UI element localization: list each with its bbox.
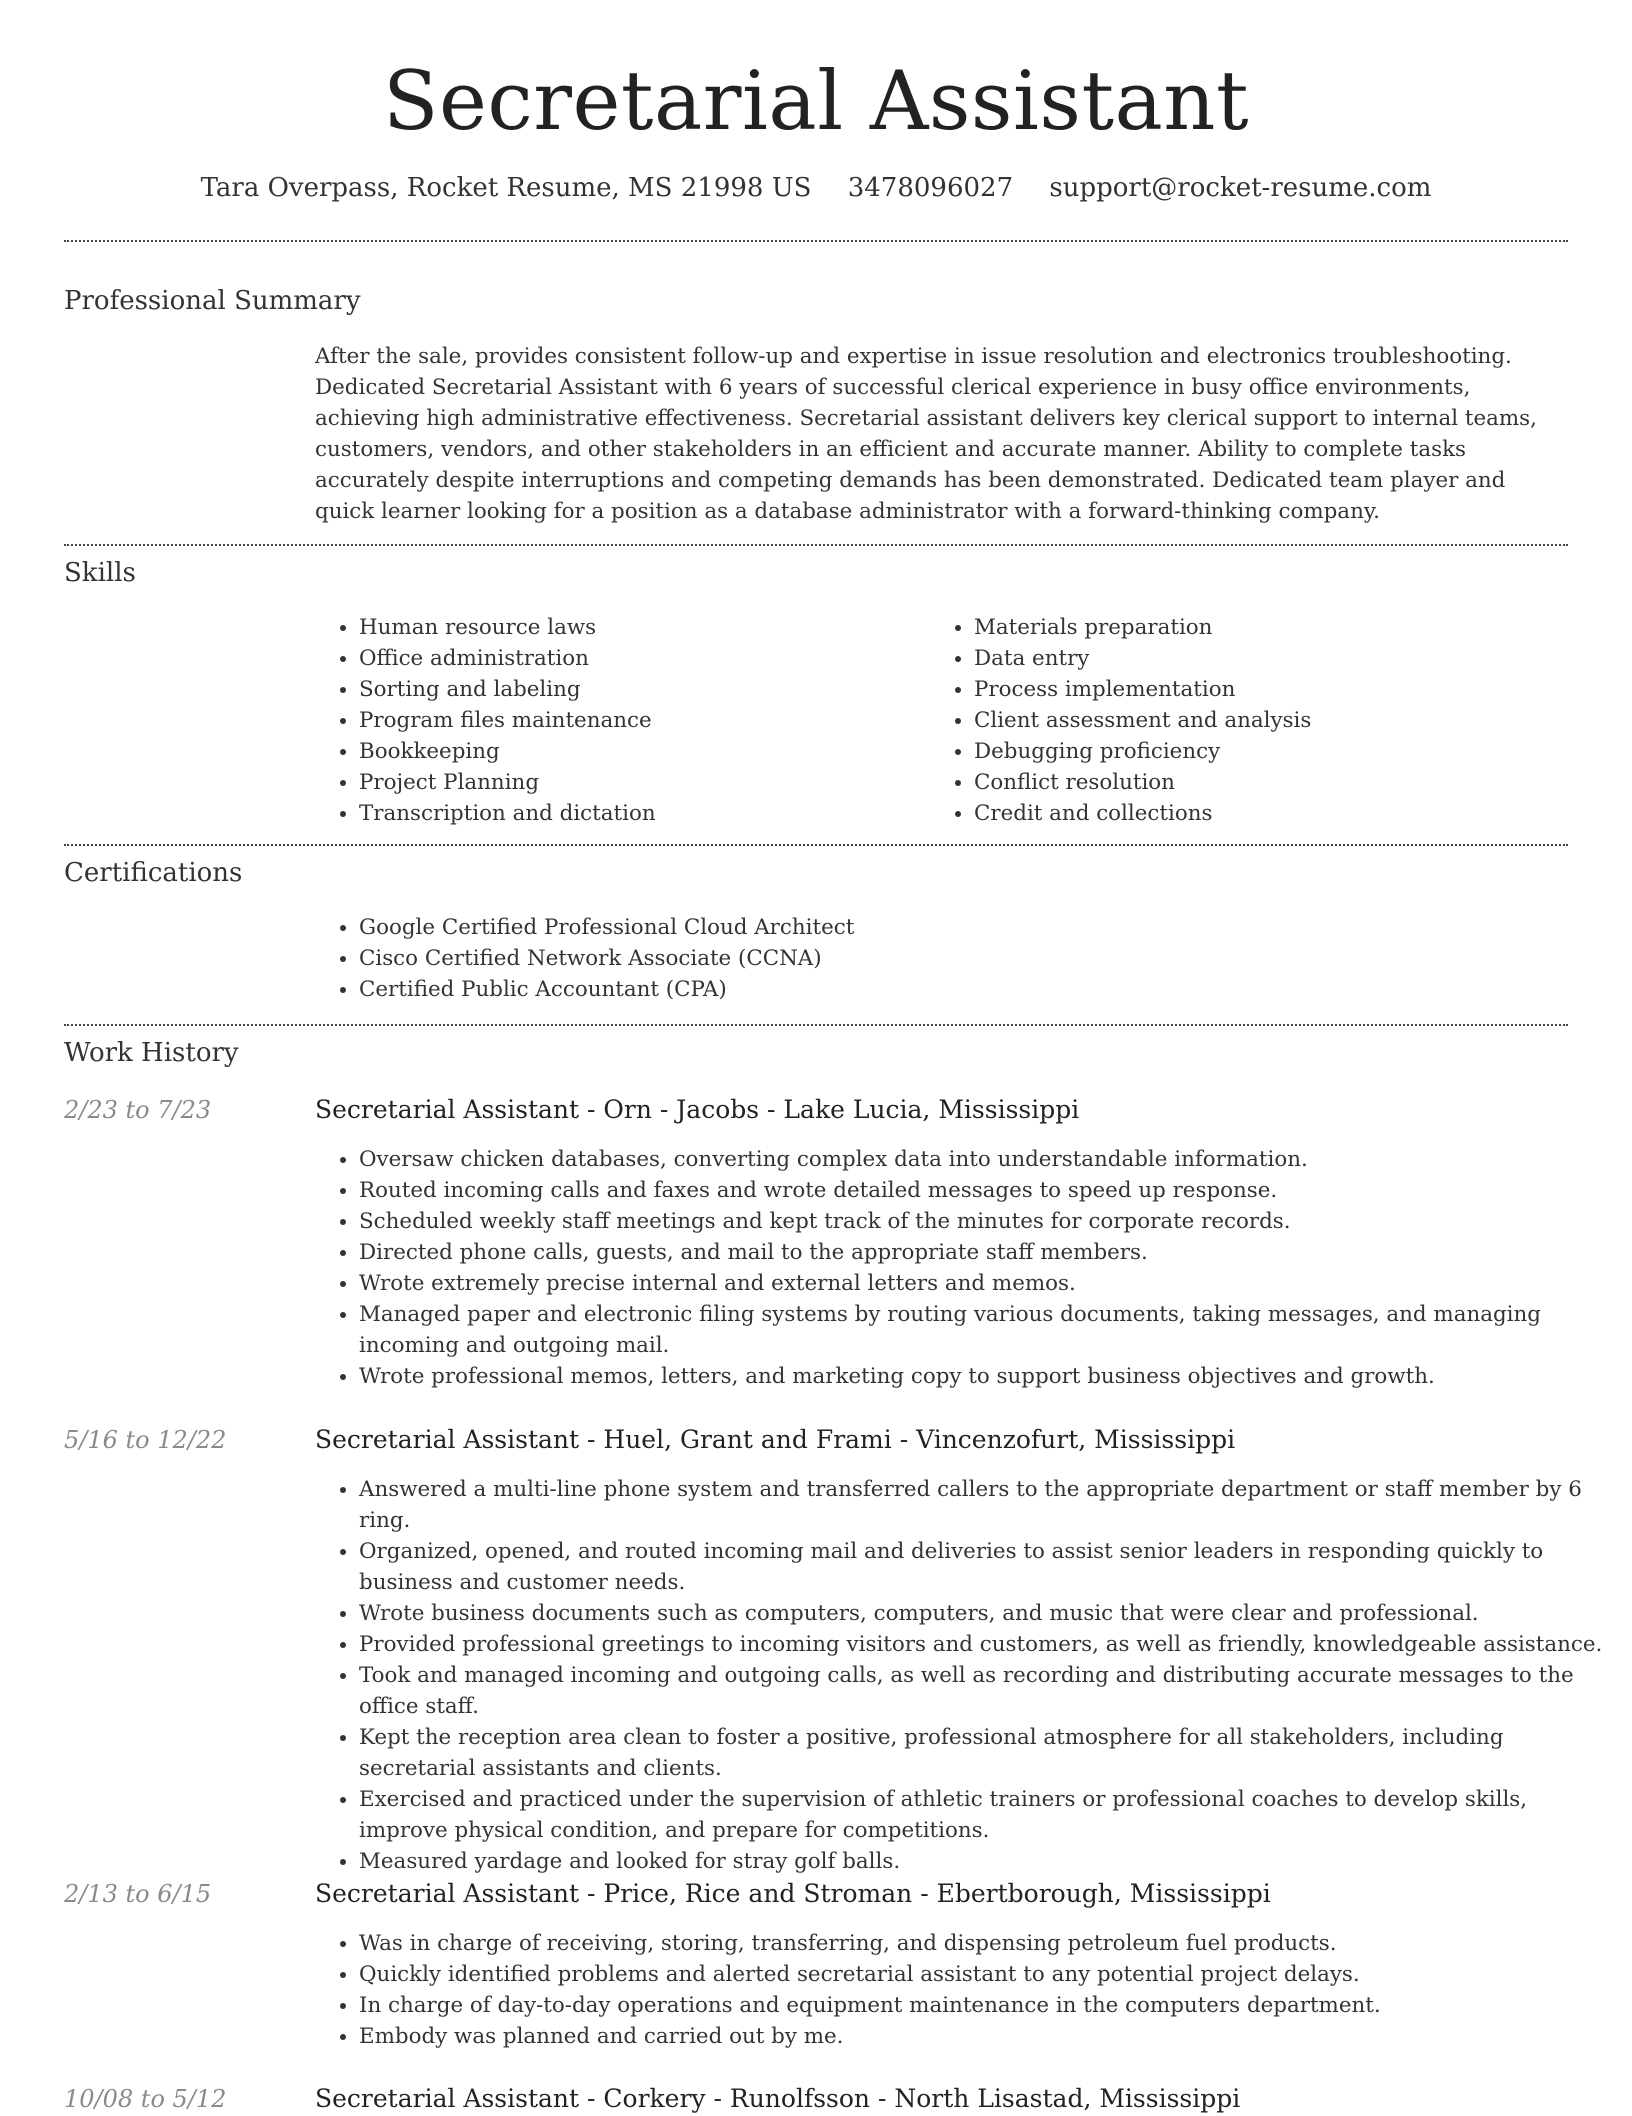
list-item: • Took and managed incoming and outgoing calls, as well as recording and distributing accurate messages to the office staff. xyxy=(359,1660,1611,1722)
list-item: • Human resource laws xyxy=(359,612,919,643)
list-item: • Managed paper and electronic filing systems by routing various documents, taking messages, and managing incoming and outgoing mail. xyxy=(359,1299,1611,1361)
list-item: • Quickly identified problems and alerted secretarial assistant to any potential project delays. xyxy=(359,1959,1611,1990)
list-item: • Measured yardage and looked for stray golf balls. xyxy=(359,1846,1611,1877)
list-item: • Debugging proficiency xyxy=(974,736,1594,767)
list-item: • Certified Public Accountant (CPA) xyxy=(359,974,1611,1005)
job-title: Secretarial Assistant - Orn - Jacobs - Lake Lucia, Mississippi xyxy=(315,1095,1080,1124)
skills-list-right xyxy=(930,612,1594,829)
job-bullets xyxy=(315,1144,1611,1392)
contact-address: Tara Overpass, Rocket Resume, MS 21998 US xyxy=(200,173,812,203)
list-item: • Exercised and practiced under the supervision of athletic trainers or professional coaches to develop skills, improve physical condition, and prepare for competitions. xyxy=(359,1784,1611,1846)
contact-phone: 3478096027 xyxy=(847,173,1014,203)
divider xyxy=(64,844,1568,846)
job-date: 2/23 to 7/23 xyxy=(64,1096,212,1124)
divider xyxy=(64,544,1568,546)
list-item: • Scheduled weekly staff meetings and kept track of the minutes for corporate records. xyxy=(359,1206,1611,1237)
skills-list-left xyxy=(315,612,919,829)
job-title: Secretarial Assistant - Corkery - Runolfsson - North Lisastad, Mississippi xyxy=(315,2084,1241,2113)
list-item: • Bookkeeping xyxy=(359,736,919,767)
list-item: • Provided professional greetings to incoming visitors and customers, as well as friendly, knowledgeable assistance. xyxy=(359,1629,1611,1660)
list-item: • Materials preparation xyxy=(974,612,1594,643)
list-item: • Wrote extremely precise internal and external letters and memos. xyxy=(359,1268,1611,1299)
job-date: 10/08 to 5/12 xyxy=(64,2085,227,2113)
skills-heading: Skills xyxy=(64,558,136,588)
job-date: 5/16 to 12/22 xyxy=(64,1426,227,1454)
list-item: • Client assessment and analysis xyxy=(974,705,1594,736)
job-title: Secretarial Assistant - Price, Rice and Stroman - Ebertborough, Mississippi xyxy=(315,1879,1271,1908)
list-item: • Was in charge of receiving, storing, transferring, and dispensing petroleum fuel products. xyxy=(359,1928,1611,1959)
job-title: Secretarial Assistant - Huel, Grant and Frami - Vincenzofurt, Mississippi xyxy=(315,1425,1236,1454)
list-item: • Credit and collections xyxy=(974,798,1594,829)
certifications-list xyxy=(315,912,1611,1005)
list-item: • Program files maintenance xyxy=(359,705,919,736)
page-title: Secretarial Assistant xyxy=(382,55,1250,149)
summary-text: After the sale, provides consistent follow-up and expertise in issue resolution and electronics troubleshooting. Dedicated Secretarial Assistant with 6 years of successful clerical experience in busy office environments, achieving high administrative effectiveness. Secretarial assistant delivers key clerical support to internal teams, customers, vendors, and other stakeholders in an efficient and accurate manner. Ability to complete tasks accurately despite interruptions and competing demands has been demonstrated. Dedicated team player and quick learner looking for a position as a database administrator with a forward-thinking company. xyxy=(315,344,1537,524)
list-item: • Embody was planned and carried out by me. xyxy=(359,2021,1611,2052)
list-item: • Organized, opened, and routed incoming mail and deliveries to assist senior leaders in responding quickly to business and customer needs. xyxy=(359,1536,1611,1598)
divider xyxy=(64,1024,1568,1026)
job-bullets xyxy=(315,1474,1611,1877)
list-item: • Sorting and labeling xyxy=(359,674,919,705)
list-item: • Directed phone calls, guests, and mail to the appropriate staff members. xyxy=(359,1237,1611,1268)
list-item: • Routed incoming calls and faxes and wrote detailed messages to speed up response. xyxy=(359,1175,1611,1206)
list-item: • Office administration xyxy=(359,643,919,674)
list-item: • In charge of day-to-day operations and equipment maintenance in the computers department. xyxy=(359,1990,1611,2021)
work-history-heading: Work History xyxy=(64,1038,239,1068)
list-item: • Cisco Certified Network Associate (CCNA) xyxy=(359,943,1611,974)
contact-email: support@rocket-resume.com xyxy=(1049,173,1432,203)
list-item: • Oversaw chicken databases, converting complex data into understandable information. xyxy=(359,1144,1611,1175)
list-item: • Process implementation xyxy=(974,674,1594,705)
list-item: • Kept the reception area clean to foster a positive, professional atmosphere for all stakeholders, including secretarial assistants and clients. xyxy=(359,1722,1611,1784)
list-item: • Wrote business documents such as computers, computers, and music that were clear and professional. xyxy=(359,1598,1611,1629)
list-item: • Google Certified Professional Cloud Architect xyxy=(359,912,1611,943)
list-item: • Wrote professional memos, letters, and marketing copy to support business objectives and growth. xyxy=(359,1361,1611,1392)
list-item: • Transcription and dictation xyxy=(359,798,919,829)
job-date: 2/13 to 6/15 xyxy=(64,1880,212,1908)
summary-heading: Professional Summary xyxy=(64,286,361,316)
list-item: • Project Planning xyxy=(359,767,919,798)
divider xyxy=(64,240,1568,242)
list-item: • Answered a multi-line phone system and transferred callers to the appropriate department or staff member by 6 ring. xyxy=(359,1474,1611,1536)
list-item: • Conflict resolution xyxy=(974,767,1594,798)
job-bullets xyxy=(315,1928,1611,2052)
certifications-heading: Certifications xyxy=(64,858,243,888)
contact-line xyxy=(0,170,1632,206)
list-item: • Data entry xyxy=(974,643,1594,674)
